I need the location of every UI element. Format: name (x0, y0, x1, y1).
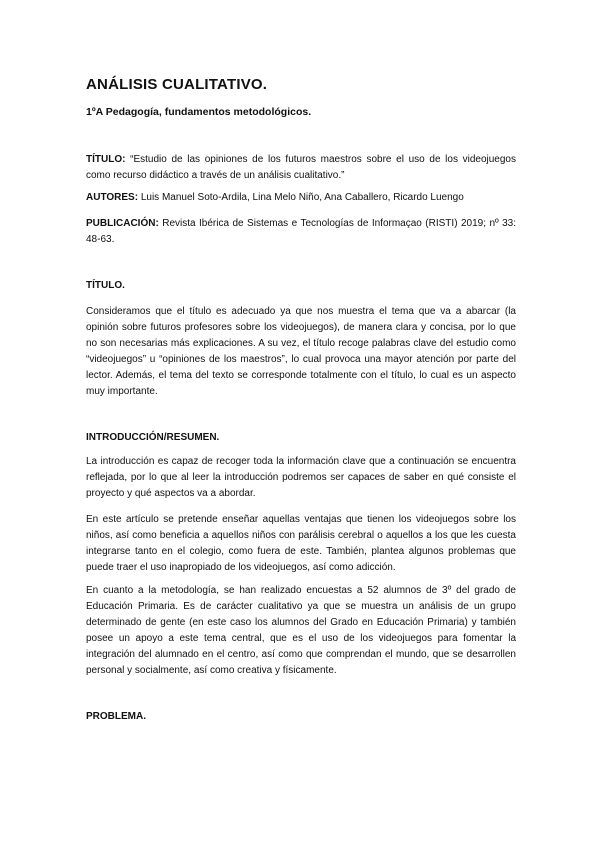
section-paragraph-introduccion-2: En este artículo se pretende enseñar aquellas ventajas que tienen los videojuegos sobre los niños, así como beneficia a aquellos niños con parálisis cerebral o aquellos a los que les cuesta integrarse tanto en el colegio, como fuera de este. También, plantea algunos problemas que puede traer el uso inapropiado de los videojuegos, así como adicción. (86, 514, 516, 573)
meta-publicacion-value: Revista Ibérica de Sistemas e Tecnologías de Informaçao (RISTI) 2019; nº 33: 48-63. (86, 218, 517, 245)
section-heading-problema: PROBLEMA. (86, 711, 146, 722)
meta-publicacion-label: PUBLICACIÓN: (86, 218, 159, 229)
meta-titulo (86, 152, 516, 184)
meta-titulo-value: “Estudio de las opiniones de los futuros maestros sobre el uso de los videojuegos como recurso didáctico a través de un análisis cualitativo.” (86, 154, 516, 181)
meta-autores (86, 190, 516, 206)
meta-autores-label: AUTORES: (86, 192, 139, 203)
meta-publicacion (86, 216, 516, 248)
section-heading-introduccion: INTRODUCCIÓN/RESUMEN. (86, 432, 220, 443)
section-paragraph-titulo: Consideramos que el título es adecuado ya que nos muestra el tema que va a abarcar (la opinión sobre futuros profesores sobre los videojuegos), de manera clara y concisa, por lo que no son necesarias más explicaciones. A su vez, el título recoge palabras clave del estudio como “videojuegos” u “opiniones de los maestros”, lo cual provoca una mayor atención por parte del lector. Además, el tema del texto se corresponde totalmente con el título, lo cual es un aspecto muy importante. (86, 306, 516, 397)
document-subtitle: 1ºA Pedagogía, fundamentos metodológicos. (86, 106, 312, 118)
meta-autores-value: Luis Manuel Soto-Ardila, Lina Melo Niño, Ana Caballero, Ricardo Luengo (140, 192, 464, 203)
section-paragraph-introduccion-3: En cuanto a la metodología, se han realizado encuestas a 52 alumnos de 3º del grado de Educación Primaria. Es de carácter cualitativo ya que se muestra un análisis de un grupo determinado de gente (en este caso los alumnos del Grado en Educación Primaria) y también posee un apoyo a este tema central, que es el uso de los videojuegos para fomentar la integración del alumnado en el centro, así como que comprendan el mundo, que se desarrollen personal y socialmente, así como creativa y físicamente. (86, 585, 516, 676)
meta-titulo-label: TÍTULO: (86, 154, 126, 165)
section-heading-titulo: TÍTULO. (86, 280, 125, 291)
document-title: ANÁLISIS CUALITATIVO. (86, 76, 268, 93)
section-paragraph-introduccion-1: La introducción es capaz de recoger toda la información clave que a continuación se encuentra reflejada, por lo que al leer la introducción podremos ser capaces de saber en qué consiste el proyecto y qué aspectos va a abordar. (86, 456, 516, 499)
